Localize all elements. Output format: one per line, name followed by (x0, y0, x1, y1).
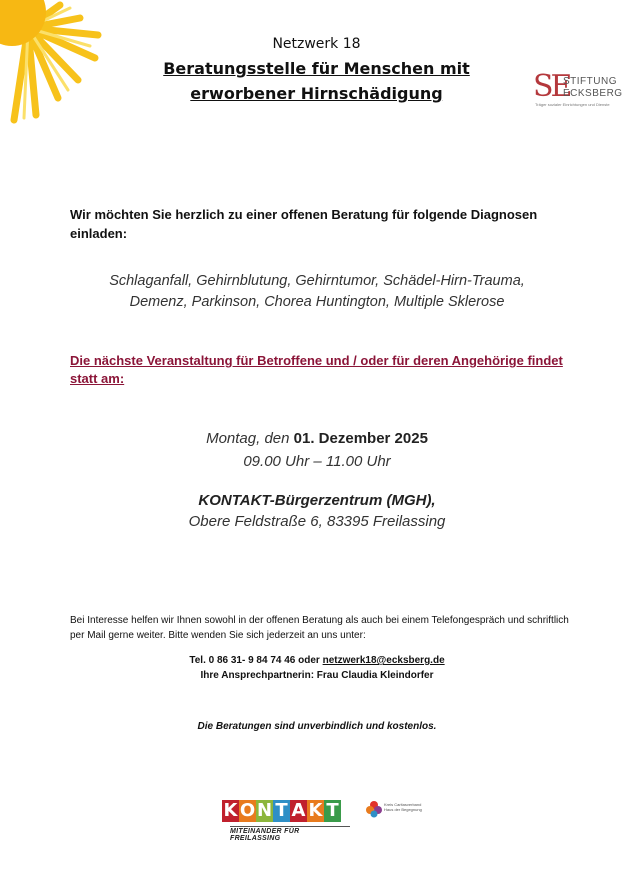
contact-person: Ihre Ansprechpartnerin: Frau Claudia Kleindorfer (200, 670, 434, 681)
event-date-prefix: Montag, den (206, 430, 290, 447)
title-line-2: erworbener Hirnschädigung (190, 84, 443, 103)
event-address: Obere Feldstraße 6, 83395 Freilassing (188, 513, 446, 530)
contact-phone: Tel. 0 86 31- 9 84 74 46 oder (189, 655, 320, 666)
contact-line (80, 655, 554, 666)
event-time: 09.00 Uhr – 11.00 Uhr (243, 453, 391, 470)
partner-flower-icon (366, 800, 382, 818)
sun-decoration-icon (0, 0, 130, 130)
free-of-charge-note: Die Beratungen sind unverbindlich und kostenlos. (197, 721, 437, 732)
diagnoses-line-1: Schlaganfall, Gehirnblutung, Gehirntumor, Schädel-Hirn-Trauma, (109, 273, 525, 289)
kontakt-logo (222, 800, 362, 844)
kontakt-letter: K (223, 800, 238, 821)
kontakt-letter: A (291, 800, 306, 821)
kontakt-letter: T (273, 800, 290, 822)
contact-email-link[interactable]: netzwerk18@ecksberg.de (322, 655, 445, 666)
title-line-1: Beratungsstelle für Menschen mit (163, 59, 470, 78)
kontakt-letters (222, 800, 362, 822)
info-text: Bei Interesse helfen wir Ihnen sowohl in der offenen Beratung als auch bei einem Telefongespräch und schriftlich per Mail gerne weiter. Bitte wenden Sie sich jederzeit an uns unter: (70, 615, 569, 641)
kontakt-letter: T (324, 800, 341, 822)
event-venue: KONTAKT-Bürgerzentrum (MGH), (198, 492, 436, 509)
kontakt-letter: K (308, 800, 323, 821)
logo-letters: SE (533, 69, 570, 104)
stiftung-ecksberg-logo (533, 69, 623, 112)
logo-tagline: Träger sozialer Einrichtungen und Dienste (535, 102, 610, 107)
next-event-heading: Die nächste Veranstaltung für Betroffene und / oder für deren Angehörige findet statt am: (70, 353, 563, 386)
diagnoses-line-2: Demenz, Parkinson, Chorea Huntington, Multiple Sklerose (129, 294, 505, 310)
logo-word-stiftung: STIFTUNG (563, 76, 617, 87)
kontakt-letter: N (256, 800, 273, 821)
logo-word-ecksberg: ECKSBERG (563, 88, 623, 99)
network-label: Netzwerk 18 (272, 36, 361, 52)
event-date (80, 430, 554, 447)
kontakt-letter: O (239, 800, 256, 821)
page-title (150, 56, 483, 106)
partner-logo-text: Kreis Caritasverband Haus der Begegnung (384, 802, 422, 812)
kontakt-subtitle: MITEINANDER FÜR FREILASSING (230, 826, 350, 842)
intro-text: Wir möchten Sie herzlich zu einer offenen Beratung für folgende Diagnosen einladen: (70, 207, 538, 241)
event-date-value: 01. Dezember 2025 (293, 430, 428, 447)
partner-logo (366, 800, 426, 826)
